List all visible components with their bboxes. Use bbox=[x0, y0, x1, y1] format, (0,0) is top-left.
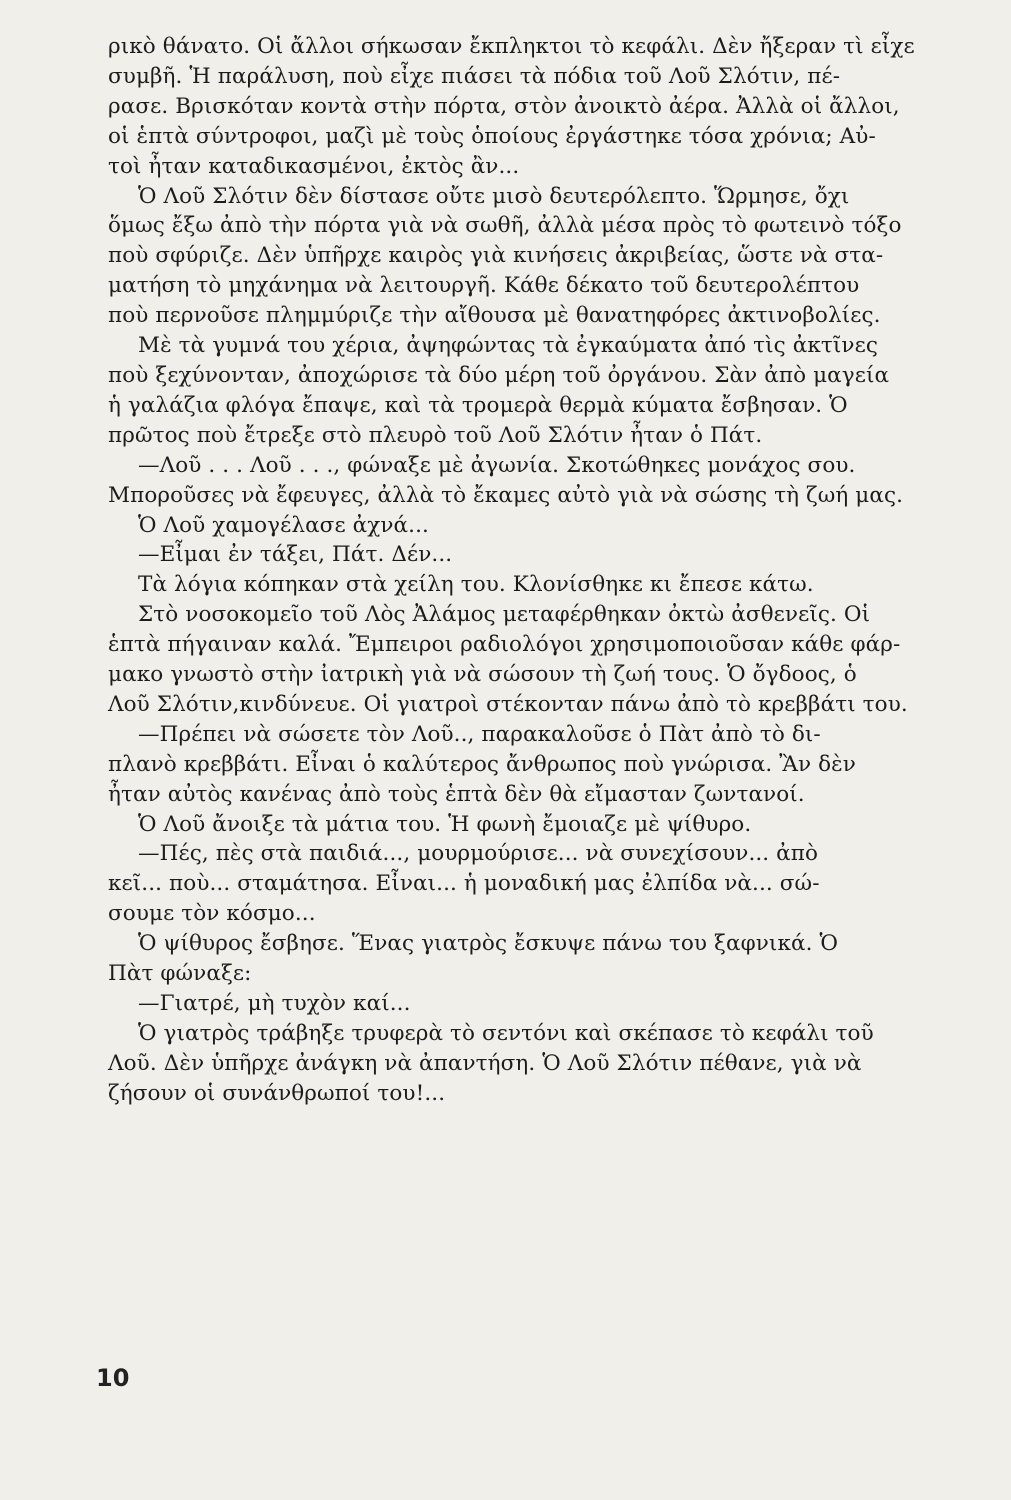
text-line: ποὺ περνοῦσε πλημμύριζε τὴν αἴθουσα μὲ θανατηφόρες ἀκτινοβολίες. bbox=[108, 303, 881, 329]
text-line: —Λοῦ . . . Λοῦ . . ., φώναξε μὲ ἀγωνία. Σκοτώθηκες μονάχος σου. bbox=[138, 452, 856, 478]
text-line: μακο γνωστὸ στὴν ἰατρικὴ γιὰ νὰ σώσουν τὴ ζωή τους. Ὁ ὄγδοος, ὁ bbox=[108, 662, 857, 688]
text-line: Τὰ λόγια κόπηκαν στὰ χείλη του. Κλονίσθηκε κι ἔπεσε κάτω. bbox=[138, 572, 814, 598]
text-line: Μὲ τὰ γυμνά του χέρια, ἀψηφώντας τὰ ἐγκαύματα ἀπό τὶς ἀκτῖνες bbox=[138, 333, 878, 359]
text-line: Ὁ Λοῦ ἄνοιξε τὰ μάτια του. Ἡ φωνὴ ἔμοιαζε μὲ ψίθυρο. bbox=[138, 811, 752, 837]
text-line: —Εἶμαι ἐν τάξει, Πάτ. Δέν... bbox=[138, 542, 453, 568]
text-line: ματήση τὸ μηχάνημα νὰ λειτουργῆ. Κάθε δέκατο τοῦ δευτερολέπτου bbox=[108, 273, 860, 299]
text-line: ἑπτὰ πήγαιναν καλά. Ἔμπειροι ραδιολόγοι χρησιμοποιοῦσαν κάθε φάρ- bbox=[108, 632, 901, 658]
text-line: Ὁ γιατρὸς τράβηξε τρυφερὰ τὸ σεντόνι καὶ σκέπασε τὸ κεφάλι τοῦ bbox=[138, 1020, 874, 1046]
text-line: ποὺ ξεχύνονταν, ἀποχώρισε τὰ δύο μέρη τοῦ ὀργάνου. Σὰν ἀπὸ μαγεία bbox=[108, 362, 890, 388]
text-line: τοὶ ἦταν καταδικασμένοι, ἐκτὸς ἂν... bbox=[108, 153, 520, 179]
text-line: πλανὸ κρεββάτι. Εἶναι ὁ καλύτερος ἄνθρωπος ποὺ γνώρισα. Ἂν δὲν bbox=[108, 751, 856, 777]
text-line: —Πές, πὲς στὰ παιδιά..., μουρμούρισε... νὰ συνεχίσουν... ἀπὸ bbox=[138, 841, 819, 867]
text-line: —Γιατρέ, μὴ τυχὸν καί... bbox=[138, 991, 411, 1016]
text-line: ρικὸ θάνατο. Οἱ ἄλλοι σήκωσαν ἔκπληκτοι τὸ κεφάλι. Δὲν ἤξεραν τὶ εἶχε bbox=[108, 34, 915, 59]
text-line: Στὸ νοσοκομεῖο τοῦ Λὸς Ἀλάμος μεταφέρθηκαν ὀκτὼ ἀσθενεῖς. Οἱ bbox=[138, 602, 871, 628]
text-line: ζήσουν οἱ συνάνθρωποί του!... bbox=[108, 1080, 446, 1106]
text-line: ρασε. Βρισκόταν κοντὰ στὴν πόρτα, στὸν ἀνοικτὸ ἀέρα. Ἀλλὰ οἱ ἄλλοι, bbox=[108, 93, 900, 119]
text-line: οἱ ἑπτὰ σύντροφοι, μαζὶ μὲ τοὺς ὁποίους ἐργάστηκε τόσα χρόνια; Αὐ- bbox=[108, 123, 876, 149]
page-number: 10 bbox=[96, 1364, 130, 1392]
text-line: Λοῦ Σλότιν,κινδύνευε. Οἱ γιατροὶ στέκονταν πάνω ἀπὸ τὸ κρεββάτι του. bbox=[108, 691, 908, 717]
text-line: συμβῆ. Ἡ παράλυση, ποὺ εἶχε πιάσει τὰ πόδια τοῦ Λοῦ Σλότιν, πέ- bbox=[108, 63, 841, 89]
text-line: σουμε τὸν κόσμο... bbox=[108, 901, 316, 927]
text-line: ποὺ σφύριζε. Δὲν ὑπῆρχε καιρὸς γιὰ κινήσεις ἀκριβείας, ὥστε νὰ στα- bbox=[108, 243, 884, 269]
text-line: Πὰτ φώναξε: bbox=[108, 961, 252, 987]
text-line: ἡ γαλάζια φλόγα ἔπαψε, καὶ τὰ τρομερὰ θερμὰ κύματα ἔσβησαν. Ὁ bbox=[108, 392, 848, 418]
text-line: Μποροῦσες νὰ ἔφευγες, ἀλλὰ τὸ ἔκαμες αὐτὸ γιὰ νὰ σώσης τὴ ζωή μας. bbox=[108, 482, 904, 508]
text-line: Ὁ Λοῦ Σλότιν δὲν δίστασε οὔτε μισὸ δευτερόλεπτο. Ὥρμησε, ὄχι bbox=[138, 183, 850, 209]
text-line: πρῶτος ποὺ ἔτρεξε στὸ πλευρὸ τοῦ Λοῦ Σλότιν ἦταν ὁ Πάτ. bbox=[108, 422, 763, 448]
text-line: ὅμως ἔξω ἀπὸ τὴν πόρτα γιὰ νὰ σωθῆ, ἀλλὰ μέσα πρὸς τὸ φωτεινὸ τόξο bbox=[108, 213, 902, 239]
text-line: —Πρέπει νὰ σώσετε τὸν Λοῦ.., παρακαλοῦσε ὁ Πὰτ ἀπὸ τὸ δι- bbox=[138, 721, 821, 747]
body-text bbox=[108, 32, 960, 1109]
text-line: Ὁ ψίθυρος ἔσβησε. Ἕνας γιατρὸς ἔσκυψε πάνω του ξαφνικά. Ὁ bbox=[138, 931, 839, 957]
text-line: ἦταν αὐτὸς κανένας ἀπὸ τοὺς ἑπτὰ δὲν θὰ εἴμασταν ζωντανοί. bbox=[108, 781, 805, 807]
text-line: Ὁ Λοῦ χαμογέλασε ἀχνά... bbox=[138, 512, 429, 538]
text-line: κεῖ... ποὺ... σταμάτησα. Εἶναι... ἡ μοναδική μας ἐλπίδα νὰ... σώ- bbox=[108, 871, 820, 897]
text-line: Λοῦ. Δὲν ὑπῆρχε ἀνάγκη νὰ ἀπαντήση. Ὁ Λοῦ Σλότιν πέθανε, γιὰ νὰ bbox=[108, 1050, 862, 1076]
